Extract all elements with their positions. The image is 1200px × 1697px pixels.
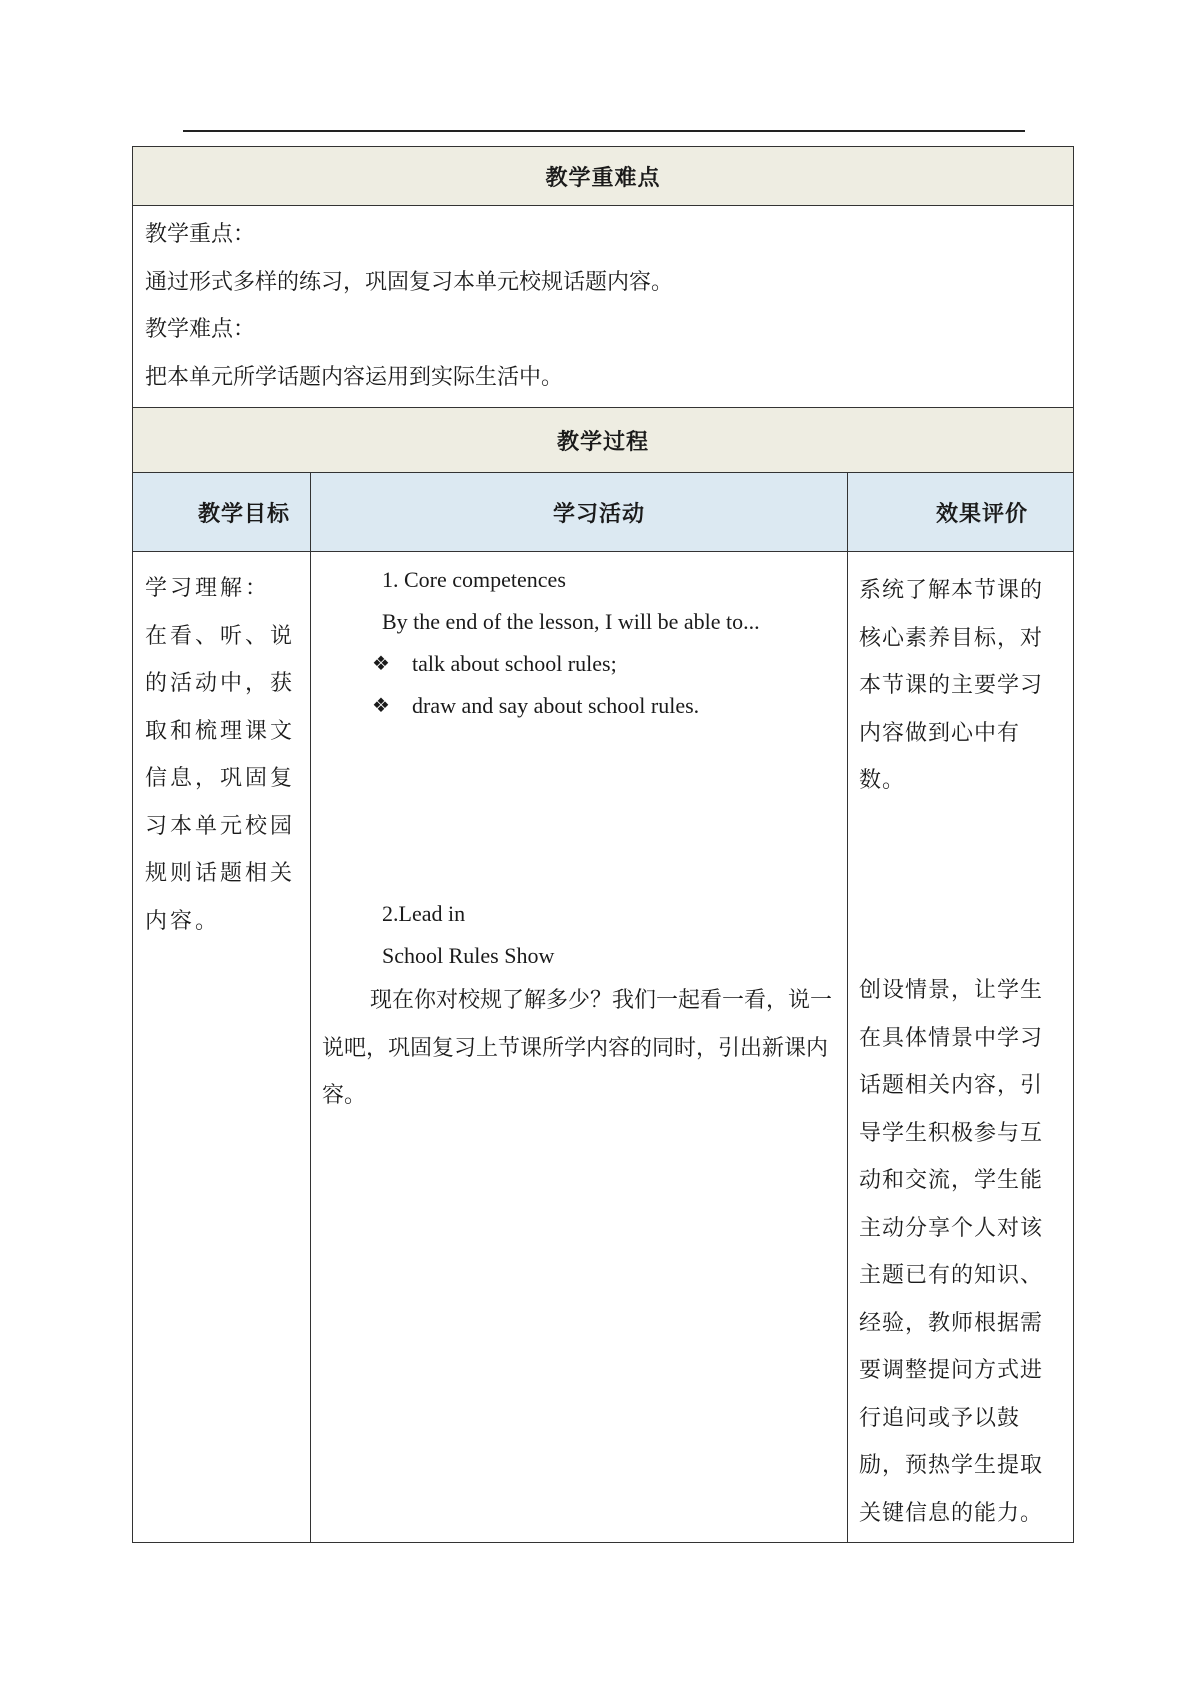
activity-heading: 2.Lead in (382, 901, 466, 926)
goal-line: 在看、听、说 (145, 623, 296, 649)
goal-line: 取和梳理课文 (145, 718, 296, 744)
eval-line: 动和交流，学生能 (859, 1168, 1044, 1193)
goal-line: 习本单元校园 (145, 813, 296, 839)
activity-heading: 1. Core competences (382, 567, 566, 592)
goal-line: 学习理解： (145, 576, 271, 601)
eval-line: 主动分享个人对该 (859, 1215, 1044, 1241)
eval-line: 内容做到心中有 (859, 720, 1021, 746)
section-title-process: 教学过程 (133, 407, 1073, 473)
column-header-goal: 教学目标 (198, 502, 291, 527)
eval-line: 励，预热学生提取 (859, 1453, 1044, 1478)
eval-line: 在具体情景中学习 (859, 1025, 1044, 1051)
activity-paragraph: 现在你对校规了解多少？我们一起看一看，说一说吧，巩固复习上节课所学内容的同时，引出新课内容。 (322, 988, 833, 1108)
bullet-item (322, 685, 837, 727)
eval-line: 关键信息的能力。 (859, 1500, 1044, 1526)
eval-line: 话题相关内容，引 (859, 1073, 1044, 1098)
bullet-diamond-icon: ❖ (372, 653, 390, 675)
eval-line: 主题已有的知识、 (859, 1263, 1044, 1288)
column-divider (847, 473, 848, 1542)
activity-core-competences (322, 559, 837, 727)
header-rule (183, 130, 1025, 132)
goal-line: 规则话题相关 (145, 861, 296, 886)
eval-line: 创设情景，让学生 (859, 978, 1044, 1003)
activity-intro: By the end of the lesson, I will be able to... (382, 609, 760, 634)
key-points-block (145, 211, 1061, 401)
eval-line: 数。 (859, 768, 906, 793)
column-divider (310, 473, 311, 1542)
focus-label: 教学重点： (145, 222, 256, 247)
bullet-item (322, 643, 837, 685)
evaluation-cell-2 (859, 967, 1059, 1537)
column-header-evaluation: 效果评价 (936, 502, 1029, 527)
eval-line: 导学生积极参与互 (859, 1120, 1044, 1146)
goal-line: 内容。 (145, 908, 221, 934)
teaching-goal-cell (145, 565, 301, 945)
difficulty-label: 教学难点： (145, 317, 256, 342)
eval-line: 经验，教师根据需 (859, 1310, 1044, 1336)
eval-line: 要调整提问方式进 (859, 1358, 1044, 1383)
focus-text: 通过形式多样的练习，巩固复习本单元校规话题内容。 (145, 269, 674, 295)
difficulty-text: 把本单元所学话题内容运用到实际生活中。 (145, 364, 564, 390)
goal-line: 信息，巩固复 (145, 766, 296, 791)
eval-line: 核心素养目标，对 (859, 625, 1044, 651)
bullet-text: draw and say about school rules. (412, 693, 700, 718)
eval-line: 本节课的主要学习 (859, 673, 1044, 698)
bullet-diamond-icon: ❖ (372, 695, 390, 717)
bullet-text: talk about school rules; (412, 651, 617, 676)
column-header-activity: 学习活动 (553, 502, 646, 527)
activity-subtitle: School Rules Show (382, 943, 555, 968)
eval-line: 行追问或予以鼓 (859, 1405, 1021, 1431)
eval-line: 系统了解本节课的 (859, 578, 1044, 603)
activity-lead-in (322, 893, 837, 1120)
section-title-key-points: 教学重难点 (133, 147, 1073, 206)
evaluation-cell-1 (859, 567, 1059, 805)
lesson-plan-table (132, 146, 1074, 1543)
goal-line: 的活动中，获 (145, 671, 296, 696)
